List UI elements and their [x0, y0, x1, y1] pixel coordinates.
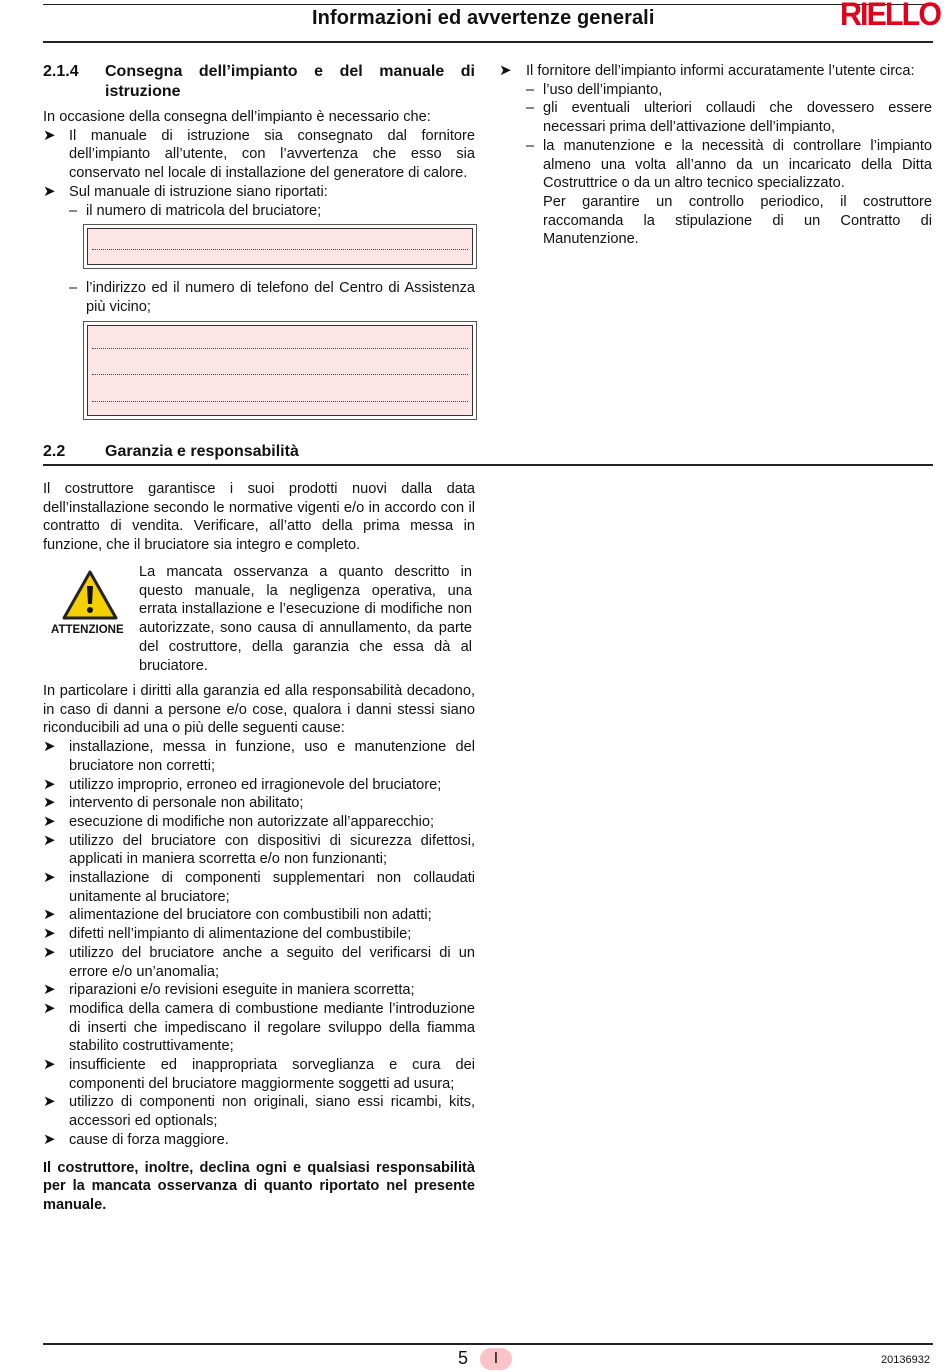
- section-number: 2.1.4: [43, 63, 79, 80]
- warning-text: La mancata osservanza a quanto descritto in questo manuale, la negligenza operativa, una errata installazione e l’esecuzione di modifiche non autorizzate, sono causa di annullamento, da parte del costruttore, della garanzia che essa dà al bruciatore.: [139, 564, 472, 674]
- cause-item: [43, 1000, 475, 1056]
- arrow-bullet-icon: ➤: [43, 775, 56, 793]
- cause-text: alimentazione del bruciatore con combustibili non adatti;: [69, 907, 432, 924]
- intro-text: In occasione della consegna dell’impianto è necessario che:: [43, 109, 431, 125]
- serial-number-fill-box[interactable]: [83, 224, 477, 269]
- arrow-bullet-icon: ➤: [43, 831, 56, 849]
- arrow-bullet-icon: ➤: [43, 1056, 56, 1074]
- dash-item: – il numero di matricola del bruciatore;: [69, 202, 322, 219]
- cause-item: [43, 1056, 475, 1093]
- cause-text: installazione di componenti supplementari non collaudati unitamente al bruciatore;: [69, 870, 475, 905]
- cause-text: riparazioni e/o revisioni eseguite in maniera scorretta;: [69, 982, 415, 999]
- assistance-center-fill-box[interactable]: [83, 321, 477, 420]
- arrow-bullet-icon: ➤: [43, 869, 56, 887]
- warning-label: ATTENZIONE: [51, 624, 124, 636]
- header-top-rule: [43, 4, 933, 5]
- section-title: Garanzia e responsabilità: [105, 443, 299, 460]
- cause-item: [43, 794, 475, 813]
- maintenance-note: Per garantire un controllo periodico, il costruttore raccomanda la stipulazione di un Contratto di Manutenzione.: [543, 193, 932, 248]
- cause-text: insufficiente ed inappropriata sorveglianza e cura dei componenti del bruciatore maggiormente soggetti ad usura;: [69, 1057, 475, 1092]
- arrow-bullet-icon: ➤: [43, 1093, 56, 1111]
- arrow-bullet-icon: ➤: [43, 925, 56, 943]
- cause-item: [43, 869, 475, 906]
- bullet-text: Il fornitore dell’impianto informi accuratamente l’utente circa:: [526, 63, 915, 79]
- footer-rule: [43, 1343, 933, 1345]
- cause-item: [43, 813, 475, 832]
- section-heading-2-1-4: [43, 62, 475, 102]
- arrow-bullet-icon: ➤: [43, 812, 56, 830]
- document-code: 20136932: [881, 1354, 930, 1366]
- cause-item: [43, 925, 475, 944]
- causes-block: [43, 682, 475, 1215]
- cause-text: installazione, messa in funzione, uso e manutenzione del bruciatore non corretti;: [69, 739, 475, 774]
- cause-text: modifica della camera di combustione mediante l’introduzione di inserti che impediscano il regolare sviluppo della fiamma stabilito costruttivamente;: [69, 1000, 475, 1055]
- dash-text: l’uso dell’impianto,: [543, 81, 663, 98]
- cause-text: difetti nell’impianto di alimentazione del combustibile;: [69, 926, 412, 943]
- arrow-bullet-icon: ➤: [43, 906, 56, 924]
- section-title: Consegna dell’impianto e del manuale di istruzione: [105, 63, 475, 100]
- causes-list: [43, 738, 475, 1149]
- dash-text: l’indirizzo ed il numero di telefono del Centro di Assistenza più vicino;: [86, 280, 475, 315]
- arrow-bullet-icon: ➤: [43, 943, 56, 961]
- cause-item: [43, 944, 475, 981]
- cause-item: [43, 906, 475, 925]
- page-number: 5: [458, 1348, 469, 1368]
- arrow-bullet-icon: ➤: [43, 1130, 56, 1148]
- header-rule: [43, 41, 933, 43]
- arrow-bullet-icon: ➤: [43, 999, 56, 1017]
- section-heading-2-2: [43, 442, 933, 462]
- cause-text: intervento di personale non abilitato;: [69, 795, 304, 812]
- cause-text: utilizzo del bruciatore con dispositivi di sicurezza difettosi, applicati in maniera scorretta e/o non funzionanti;: [69, 832, 475, 868]
- section-2-1-4-body: [43, 108, 475, 220]
- cause-item: [43, 1131, 475, 1150]
- page-header-title: Informazioni ed avvertenze generali: [312, 7, 655, 29]
- cause-item: [43, 776, 475, 795]
- cause-text: utilizzo del bruciatore anche a seguito del verificarsi di un errore e/o un’anomalia;: [69, 944, 475, 980]
- arrow-bullet-icon: ➤: [43, 126, 56, 144]
- disclaimer-text: Il costruttore, inoltre, declina ogni e qualsiasi responsabilità per la mancata osservanza di quanto riportato nel presente manuale.: [43, 1159, 475, 1213]
- cause-text: utilizzo di componenti non originali, siano essi ricambi, kits, accessori ed optionals;: [69, 1094, 475, 1130]
- arrow-bullet-icon: ➤: [43, 182, 56, 200]
- section-rule: [43, 464, 933, 466]
- section-number: 2.2: [43, 443, 66, 460]
- bullet-item: [43, 127, 475, 183]
- arrow-bullet-icon: ➤: [499, 62, 512, 79]
- dash-text: la manutenzione e la necessità di controllare l’impianto almeno una volta all’anno da un incaricato della Ditta Costruttrice o da un altro tecnico specializzato.: [543, 137, 932, 192]
- cause-text: esecuzione di modifiche non autorizzate all’apparecchio;: [69, 813, 435, 830]
- cause-item: [43, 1093, 475, 1130]
- dash-text: il numero di matricola del bruciatore;: [86, 202, 322, 219]
- cause-item: [43, 981, 475, 1000]
- riello-logo: RIELLO: [840, 0, 941, 32]
- bullet-text: Il manuale di istruzione sia consegnato dal fornitore dell’impianto all’utente, con l’avvertenza che esso sia conservato nel locale di installazione del generatore di calore.: [69, 127, 475, 182]
- cause-item: [43, 738, 475, 775]
- cause-item: [43, 832, 475, 869]
- cause-text: cause di forza maggiore.: [69, 1131, 229, 1148]
- warranty-paragraph: Il costruttore garantisce i suoi prodotti nuovi dalla data dell’installazione secondo le normative vigenti e/o in accordo con il contratto di vendita. Verificare, all’atto della prima messa in funzione, che il bruciatore sia integro e completo.: [43, 481, 475, 554]
- arrow-bullet-icon: ➤: [43, 981, 56, 999]
- causes-intro: In particolare i diritti alla garanzia ed alla responsabilità decadono, in caso di danni a persone e/o cose, qualora i danni stessi siano riconducibili ad una o più delle seguenti cause:: [43, 683, 475, 737]
- dash-text: gli eventuali ulteriori collaudi che dovessero essere necessari prima dell’attivazione dell’impianto,: [543, 100, 932, 136]
- right-column: ➤ Il fornitore dell’impianto informi accuratamente l’utente circa: – l’uso dell’impianto, – gli eventuali ulteriori collaudi che dovessero essere necessari prima dell’attivazione dell’impianto, – la manutenzione e la necessità di controllare l’impianto almeno una volta all’anno da un incaricato della Ditta Costruttrice o da un altro tecnico specializzato. Per garantire un controllo periodico, il costruttore raccomanda la stipulazione di un Contratto di Manutenzione.: [499, 62, 932, 248]
- cause-text: utilizzo improprio, erroneo ed irragionevole del bruciatore;: [69, 776, 442, 793]
- dash-item-assistance: – l’indirizzo ed il numero di telefono del Centro di Assistenza più vicino;: [69, 280, 475, 315]
- language-badge: I: [480, 1348, 512, 1370]
- bullet-item: [43, 183, 475, 202]
- arrow-bullet-icon: ➤: [43, 738, 56, 756]
- arrow-bullet-icon: ➤: [43, 794, 56, 812]
- bullet-text: Sul manuale di istruzione siano riportati:: [69, 183, 328, 200]
- warning-triangle-icon: [62, 570, 118, 620]
